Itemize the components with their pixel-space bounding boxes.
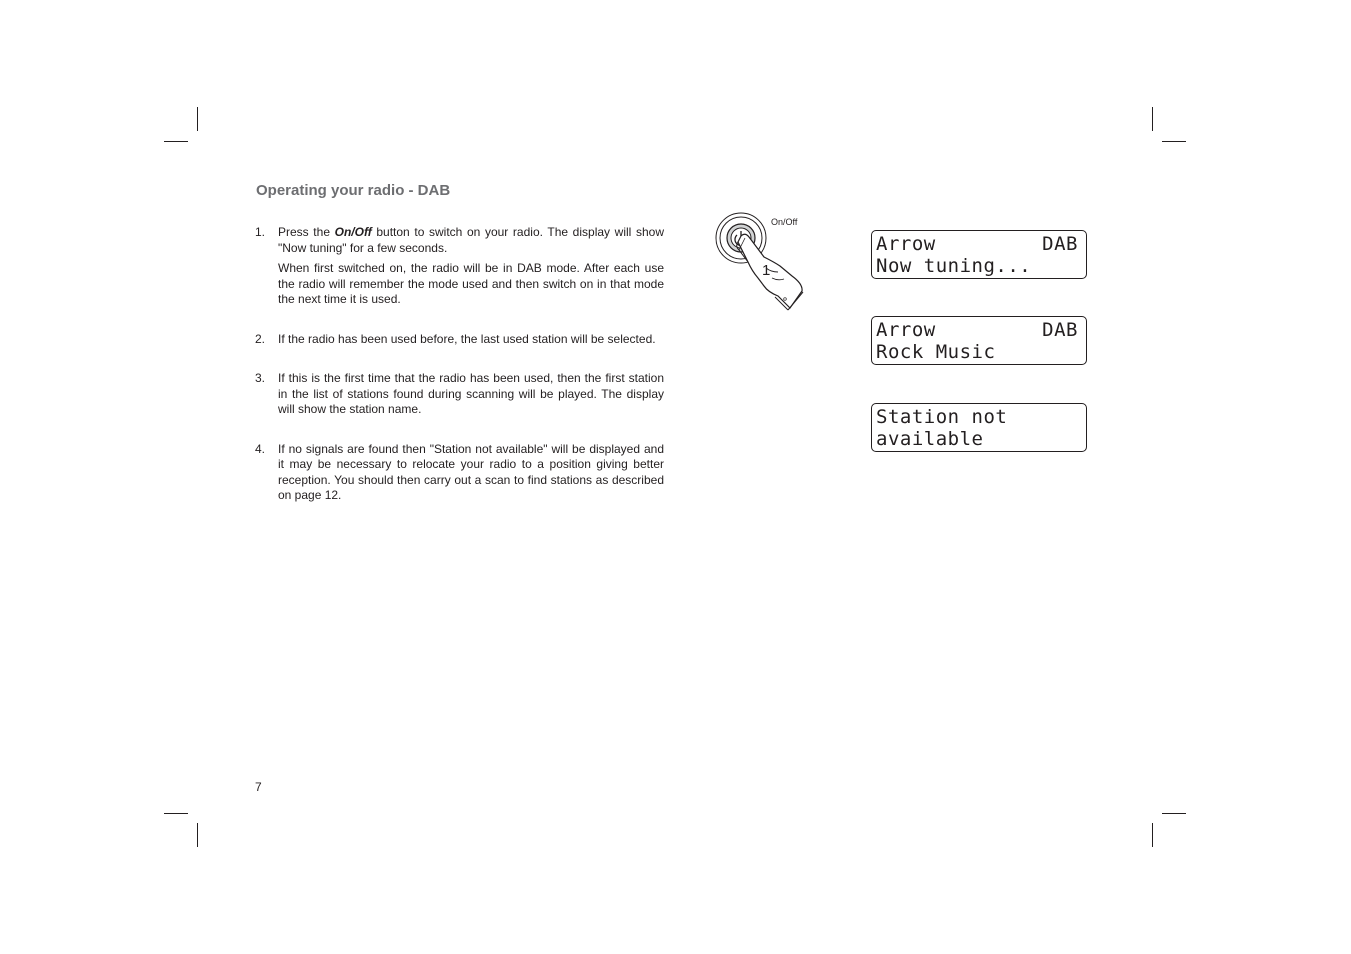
crop-mark bbox=[197, 823, 198, 847]
lcd-mode: DAB bbox=[1042, 319, 1078, 341]
step-paragraph bbox=[278, 225, 664, 256]
step-body bbox=[278, 225, 664, 308]
step-body bbox=[278, 371, 664, 418]
instruction-step bbox=[255, 442, 664, 504]
lcd-station-name: Arrow bbox=[876, 319, 936, 341]
crop-mark bbox=[164, 141, 188, 142]
step-text: Press the bbox=[278, 225, 335, 239]
lcd-line bbox=[876, 319, 1078, 341]
onoff-button-name: On/Off bbox=[334, 225, 372, 239]
lcd-line bbox=[876, 255, 1078, 277]
instruction-step bbox=[255, 371, 664, 418]
instruction-step bbox=[255, 332, 664, 348]
lcd-message: available bbox=[876, 428, 984, 450]
step-text: button to switch on your radio. The display will show "Now tuning" for a few seconds. bbox=[278, 225, 664, 255]
lcd-display-now-tuning bbox=[871, 230, 1087, 279]
lcd-display-not-available bbox=[871, 403, 1087, 452]
crop-mark bbox=[197, 107, 198, 131]
page-number: 7 bbox=[255, 780, 262, 794]
lcd-line bbox=[876, 341, 1078, 363]
step-number: 3. bbox=[255, 371, 266, 385]
power-button-press-icon bbox=[708, 206, 818, 316]
step-paragraph: When first switched on, the radio will be in DAB mode. After each use the radio will remember the mode used and then switch on in that mode the next time it is used. bbox=[278, 261, 664, 306]
step-paragraph: If no signals are found then "Station not available" will be displayed and it may be necessary to relocate your radio to a position giving better reception. You should then carry out a scan to find stations as described on page 12. bbox=[278, 441, 664, 502]
step-body bbox=[278, 332, 664, 348]
onoff-button-label: On/Off bbox=[771, 217, 798, 227]
step-marker: 1 bbox=[762, 262, 771, 279]
crop-mark bbox=[1162, 813, 1186, 814]
step-number: 4. bbox=[255, 441, 266, 456]
lcd-display-station bbox=[871, 316, 1087, 365]
instruction-list bbox=[255, 225, 664, 528]
lcd-line bbox=[876, 428, 1078, 450]
lcd-station-name: Arrow bbox=[876, 233, 936, 255]
crop-mark bbox=[1152, 823, 1153, 847]
crop-mark bbox=[164, 813, 188, 814]
step-paragraph: If the radio has been used before, the last used station will be selected. bbox=[278, 331, 656, 346]
step-body bbox=[278, 442, 664, 504]
lcd-status: Rock Music bbox=[876, 341, 996, 363]
lcd-status: Now tuning... bbox=[876, 255, 1032, 277]
lcd-mode: DAB bbox=[1042, 233, 1078, 255]
section-title: Operating your radio - DAB bbox=[256, 182, 451, 199]
lcd-line bbox=[876, 233, 1078, 255]
lcd-line bbox=[876, 406, 1078, 428]
step-paragraph: If this is the first time that the radio has been used, then the first station in the list of stations found during scanning will be played. The display will show the station name. bbox=[278, 371, 664, 416]
step-number: 1. bbox=[255, 225, 266, 239]
instruction-step bbox=[255, 225, 664, 308]
step-number: 2. bbox=[255, 331, 266, 346]
crop-mark bbox=[1152, 107, 1153, 131]
lcd-message: Station not bbox=[876, 406, 1008, 428]
crop-mark bbox=[1162, 141, 1186, 142]
